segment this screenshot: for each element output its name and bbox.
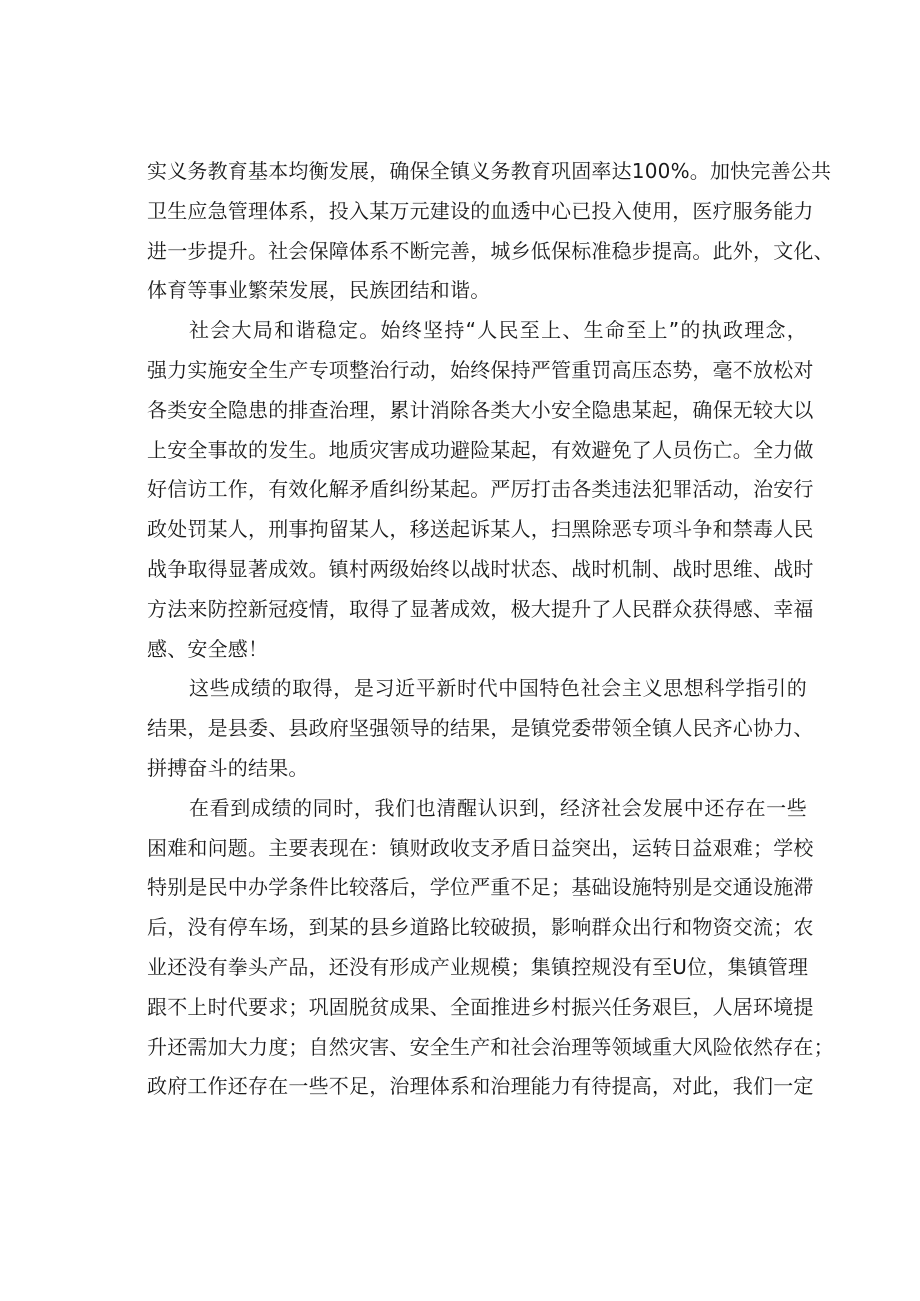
text-line: 实义务教育基本均衡发展，确保全镇义务教育巩固率达100%。加快完善公共: [147, 159, 832, 183]
text-line: 进一步提升。社会保障体系不断完善，城乡低保标准稳步提高。此外，文化、: [147, 238, 834, 263]
text-line: 业还没有拳头产品，还没有形成产业规模；集镇控规没有至U位，集镇管理: [147, 954, 809, 979]
text-line: 后，没有停车场，到某的县乡道路比较破损，影响群众出行和物资交流；农: [147, 915, 814, 940]
paragraph-first-line: 社会大局和谐稳定。始终坚持“人民至上、生命至上”的执政理念，: [189, 318, 807, 343]
document-body: [147, 152, 834, 1107]
text-line: 跟不上时代要求；巩固脱贫成果、全面推进乡村振兴任务艰巨，人居环境提: [147, 994, 814, 1019]
text-line: 体育等事业繁荣发展，民族团结和谐。: [147, 278, 491, 303]
text-line: 卫生应急管理体系，投入某万元建设的血透中心已投入使用，医疗服务能力: [147, 198, 814, 223]
text-line: 拼搏奋斗的结果。: [147, 755, 309, 780]
text-line: 政处罚某人，刑事拘留某人，移送起诉某人，扫黑除恶专项斗争和禁毒人民: [147, 517, 814, 542]
text-line: 战争取得显著成效。镇村两级始终以战时状态、战时机制、战时思维、战时: [147, 556, 814, 581]
text-line: 上安全事故的发生。地质灾害成功避险某起，有效避免了人员伤亡。全力做: [147, 437, 814, 462]
text-line: 感、安全感！: [147, 636, 269, 661]
paragraph-first-line: 这些成绩的取得，是习近平新时代中国特色社会主义思想科学指引的: [189, 676, 807, 701]
text-line: 结果，是县委、县政府坚强领导的结果，是镇党委带领全镇人民齐心协力、: [147, 716, 814, 741]
text-line: 升还需加大力度；自然灾害、安全生产和社会治理等领域重大风险依然存在；: [147, 1034, 834, 1059]
text-line: 方法来防控新冠疫情，取得了显著成效，极大提升了人民群众获得感、幸福: [147, 596, 814, 621]
text-line: 困难和问题。主要表现在：镇财政收支矛盾日益突出，运转日益艰难；学校: [147, 835, 814, 860]
text-line: 强力实施安全生产专项整治行动，始终保持严管重罚高压态势，毫不放松对: [147, 357, 814, 382]
text-line: 特别是民中办学条件比较落后，学位严重不足；基础设施特别是交通设施滞: [147, 875, 814, 900]
paragraph-first-line: 在看到成绩的同时，我们也清醒认识到，经济社会发展中还存在一些: [189, 795, 807, 820]
text-line: 各类安全隐患的排查治理，累计消除各类大小安全隐患某起，确保无较大以: [147, 397, 814, 422]
text-line: 政府工作还存在一些不足，治理体系和治理能力有待提高，对此，我们一定: [147, 1074, 814, 1099]
text-line: 好信访工作，有效化解矛盾纠纷某起。严厉打击各类违法犯罪活动，治安行: [147, 477, 814, 502]
